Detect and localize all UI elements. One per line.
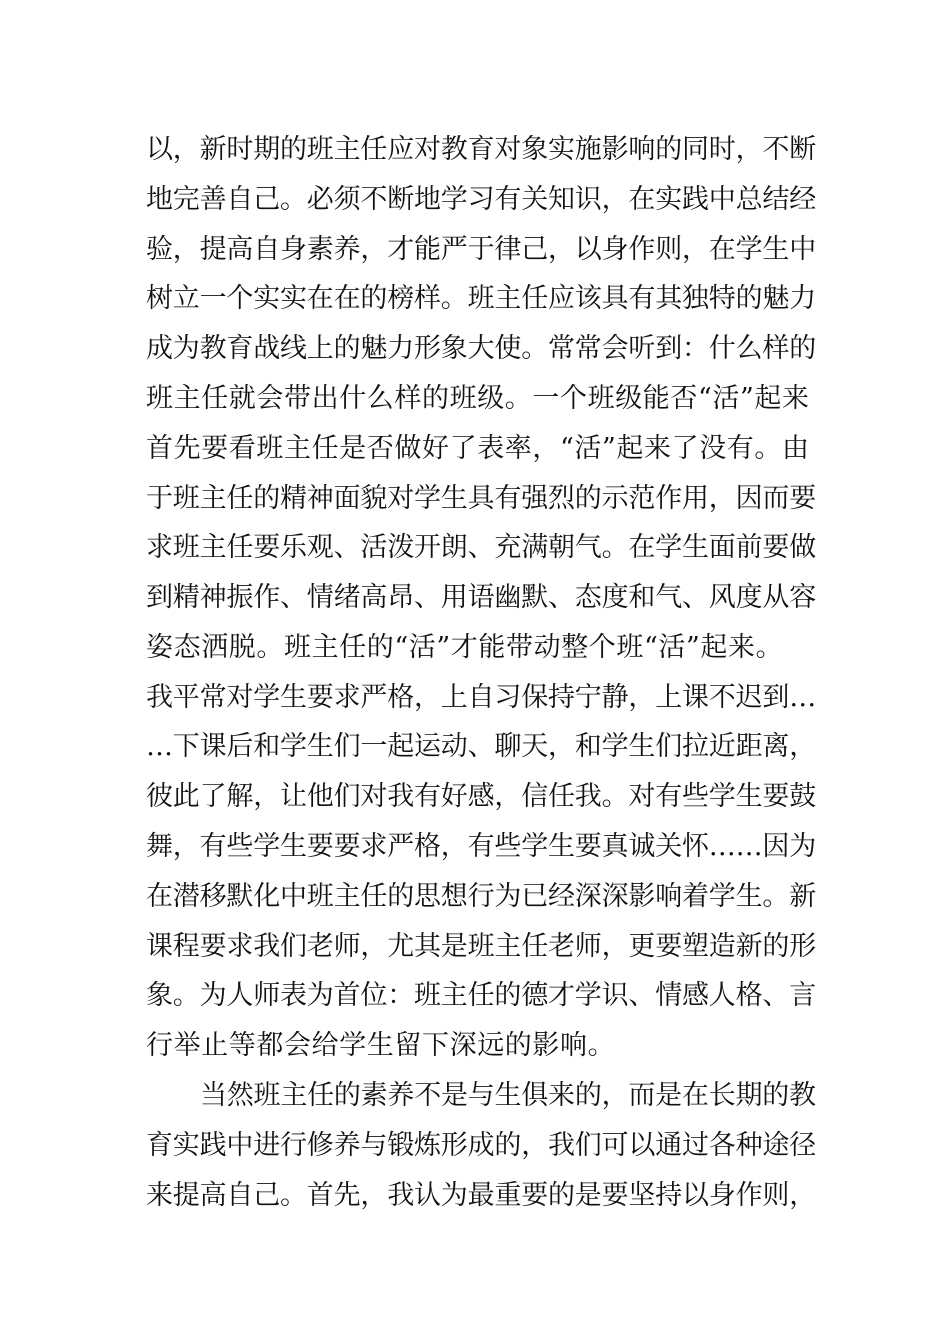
paragraph-1-line-11: 姿态洒脱。班主任的“活”才能带动整个班“活”起来。 xyxy=(146,632,784,663)
paragraph-2-line-3: 来提高自己。首先，我认为最重要的是要坚持以身作则， xyxy=(146,1180,816,1211)
paragraph-1-line-17: 课程要求我们老师，尤其是班主任老师，更要塑造新的形 xyxy=(146,931,816,962)
paragraph-1-line-10: 到精神振作、情绪高昂、用语幽默、态度和气、风度从容 xyxy=(146,582,816,613)
paragraph-1-line-16: 在潜移默化中班主任的思想行为已经深深影响着学生。新 xyxy=(146,881,816,912)
paragraph-1-line-13: …下课后和学生们一起运动、聊天，和学生们拉近距离， xyxy=(146,731,816,762)
paragraph-1-line-2: 地完善自己。必须不断地学习有关知识，在实践中总结经 xyxy=(146,184,816,215)
paragraph-1-line-12: 我平常对学生要求严格，上自习保持宁静，上课不迟到… xyxy=(146,682,816,713)
paragraph-1-line-8: 于班主任的精神面貌对学生具有强烈的示范作用，因而要 xyxy=(146,483,816,514)
paragraph-1-line-14: 彼此了解，让他们对我有好感，信任我。对有些学生要鼓 xyxy=(146,781,816,812)
paragraph-1-line-18: 象。为人师表为首位：班主任的德才学识、情感人格、言 xyxy=(146,980,816,1011)
paragraph-1-line-9: 求班主任要乐观、活泼开朗、充满朝气。在学生面前要做 xyxy=(146,532,816,563)
paragraph-1-line-15: 舞，有些学生要要求严格，有些学生要真诚关怀……因为 xyxy=(146,831,816,862)
paragraph-1-line-3: 验，提高自身素养，才能严于律己，以身作则，在学生中 xyxy=(146,234,816,265)
paragraph-1-line-5: 成为教育战线上的魅力形象大使。常常会听到：什么样的 xyxy=(146,333,816,364)
paragraph-1-line-1: 以，新时期的班主任应对教育对象实施影响的同时，不断 xyxy=(146,134,816,165)
paragraph-1-line-7: 首先要看班主任是否做好了表率，“活”起来了没有。由 xyxy=(146,433,810,464)
paragraph-1-line-19: 行举止等都会给学生留下深远的影响。 xyxy=(146,1030,616,1061)
paragraph-2-line-2: 育实践中进行修养与锻炼形成的，我们可以通过各种途径 xyxy=(146,1130,816,1161)
paragraph-1-line-4: 树立一个实实在在的榜样。班主任应该具有其独特的魅力 xyxy=(146,283,816,314)
paragraph-1-line-6: 班主任就会带出什么样的班级。一个班级能否“活”起来 xyxy=(146,383,810,414)
paragraph-2-line-1: 当然班主任的素养不是与生俱来的，而是在长期的教 xyxy=(200,1080,816,1111)
